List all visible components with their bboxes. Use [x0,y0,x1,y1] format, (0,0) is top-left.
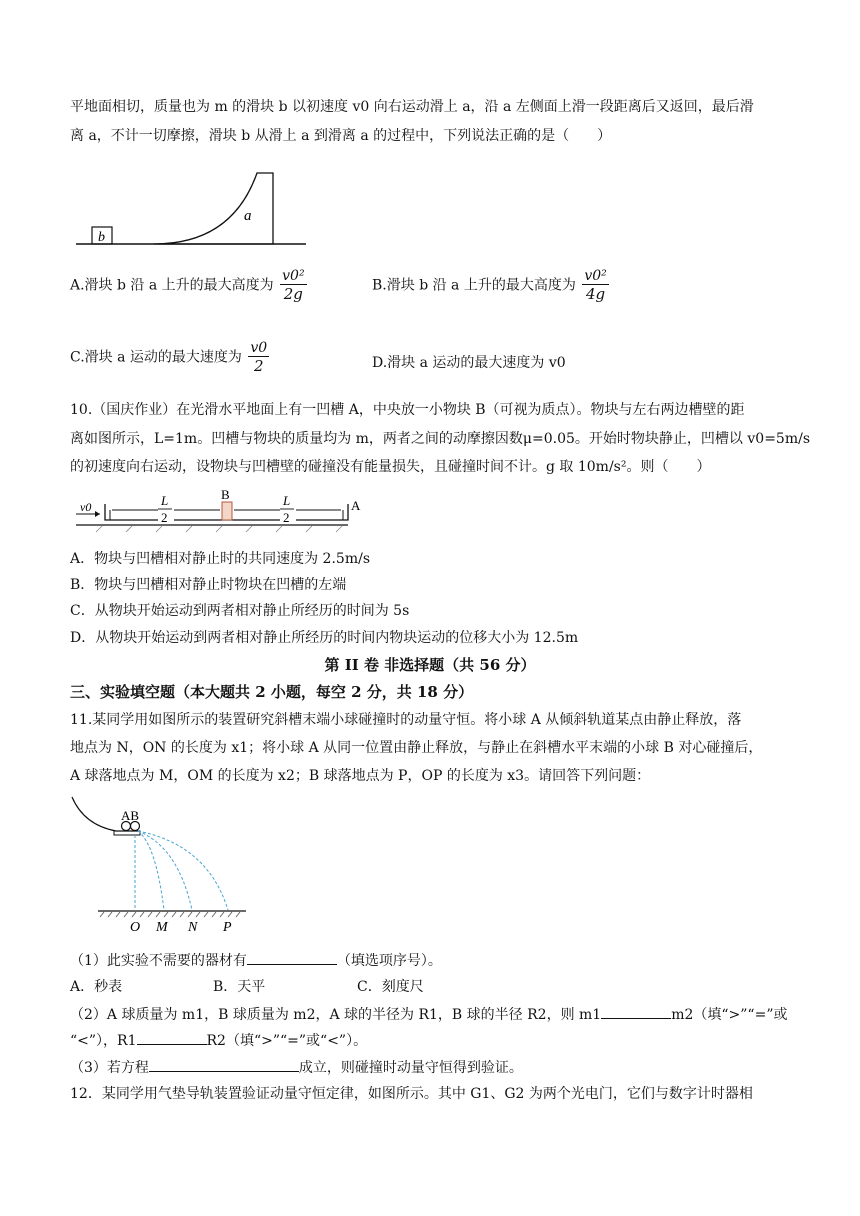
label-L-right: L [283,493,291,508]
label-P: P [223,920,232,935]
q11-option-c[interactable]: C．刻度尺 [357,979,424,995]
q10-option-a[interactable]: A．物块与凹槽相对静止时的共同速度为 2.5m/s [70,551,371,567]
label-2-left: 2 [161,510,168,525]
q9-option-c-denominator: 2 [254,357,264,375]
q9-stem-line1: 平地面相切，质量也为 m 的滑块 b 以初速度 v0 向右运动滑上 a，沿 a 左侧面上滑一段距离后又返回，最后滑 [70,99,754,115]
q11-stem-line1: 11.某同学用如图所示的装置研究斜槽末端小球碰撞时的动量守恒。将小球 A 从倾斜轨道某点由静止释放，落 [70,712,742,728]
q9-option-c-fraction [248,340,269,375]
q11-option-a[interactable]: A．秒表 [70,979,123,995]
q9-option-b-denominator: 4g [585,285,606,303]
trajectory-P [138,831,228,910]
q11-sub3 [70,1057,523,1078]
section-2-title: 第 II 卷 非选择题（共 56 分） [324,656,536,674]
q9-option-d[interactable]: D.滑块 a 运动的最大速度为 v0 [372,355,566,371]
label-M: M [156,920,168,935]
q9-option-b-text: B.滑块 b 沿 a 上升的最大高度为 [372,277,576,294]
q12-stem-line1: 12．某同学用气垫导轨装置验证动量守恒定律，如图所示。其中 G1、G2 为两个光电门，它们与数字计时器相 [70,1086,753,1102]
q11-sub2-blank-radius[interactable] [137,1030,207,1045]
trajectory-N [138,831,192,910]
label-N: N [188,920,198,935]
q10-option-b[interactable]: B．物块与凹槽相对静止时物块在凹槽的左端 [70,577,347,593]
label-b: b [98,230,105,245]
label-AB: AB [121,808,140,823]
label-A: A [351,498,361,513]
q10-stem-line2: 离如图所示，L=1m。凹槽与物块的质量均为 m，两者之间的动摩擦因数μ=0.05。开始时物块静止，凹槽以 v0=5m/s [70,431,811,447]
q11-sub2-text-r1: “<”），R1 [70,1033,137,1049]
q11-sub2-line1 [70,1004,787,1025]
q11-stem-line2: 地点为 N，ON 的长度为 x1；将小球 A 从同一位置由静止释放，与静止在斜槽水平末端的小球 B 对心碰撞后， [70,740,763,756]
q9-option-a-fraction [280,268,306,303]
q10-stem-line3: 的初速度向右运动，设物块与凹槽壁的碰撞没有能量损失，且碰撞时间不计。g 取 10m/s²。则（ ） [70,459,711,475]
q9-option-a[interactable] [70,268,309,303]
q11-sub2-text-end: R2（填“>”“=”或“<”）。 [206,1033,368,1049]
label-L-left: L [161,493,169,508]
q11-sub3-blank[interactable] [149,1057,299,1072]
q11-sub1-blank[interactable] [247,950,337,965]
trajectory-M [138,831,164,910]
q11-sub2-text: （2）A 球质量为 m1，B 球质量为 m2，A 球的半径为 R1，B 球的半径 R2，则 m1 [70,1007,602,1023]
q11-sub1-text-end: （填选项序号）。 [336,953,442,969]
q9-option-b[interactable] [372,268,611,303]
q11-sub2-blank-mass[interactable] [601,1004,671,1019]
q9-option-a-numerator: v0² [282,268,305,284]
label-O: O [130,920,141,935]
curved-block-a [154,173,273,244]
q9-stem-line2: 离 a，不计一切摩擦，滑块 b 从滑上 a 到滑离 a 的过程中，下列说法正确的是（ ） [70,128,612,144]
q11-option-b[interactable]: B．天平 [213,979,266,995]
block-B [222,502,232,520]
q9-option-c[interactable] [70,340,271,375]
q11-sub2-line2 [70,1030,367,1051]
q11-sub3-text: （3）若方程 [70,1060,149,1076]
part-3-title: 三、实验填空题（本大题共 2 小题，每空 2 分，共 18 分） [70,683,474,701]
q9-option-a-denominator: 2g [283,285,303,303]
q9-option-c-numerator: v0 [250,340,268,356]
q11-sub3-text-end: 成立，则碰撞时动量守恒得到验证。 [298,1060,523,1076]
q11-figure [68,795,258,935]
label-B: B [221,490,230,502]
q9-option-b-fraction [582,268,608,303]
q11-sub1 [70,950,442,971]
q9-option-b-numerator: v0² [584,268,607,284]
q10-figure [72,490,372,538]
q9-option-a-text: A.滑块 b 沿 a 上升的最大高度为 [70,277,274,294]
q11-sub1-text: （1）此实验不需要的器材有 [70,953,247,969]
q10-option-c[interactable]: C．从物块开始运动到两者相对静止所经历的时间为 5s [70,603,410,619]
label-2-right: 2 [283,510,290,525]
q11-stem-line3: A 球落地点为 M，OM 的长度为 x2；B 球落地点为 P，OP 的长度为 x3。请回答下列问题： [70,768,651,784]
label-a: a [244,208,252,224]
label-v0: v0 [80,500,92,514]
q9-figure [72,165,312,250]
q11-sub2-text-mid: m2（填“>”“=”或 [671,1007,788,1023]
q9-option-c-text: C.滑块 a 运动的最大速度为 [70,349,242,366]
q10-stem-line1: 10.（国庆作业）在光滑水平地面上有一凹槽 A，中央放一小物块 B（可视为质点）。物块与左右两边槽壁的距 [70,402,745,418]
q10-option-d[interactable]: D．从物块开始运动到两者相对静止所经历的时间内物块运动的位移大小为 12.5m [70,630,579,646]
